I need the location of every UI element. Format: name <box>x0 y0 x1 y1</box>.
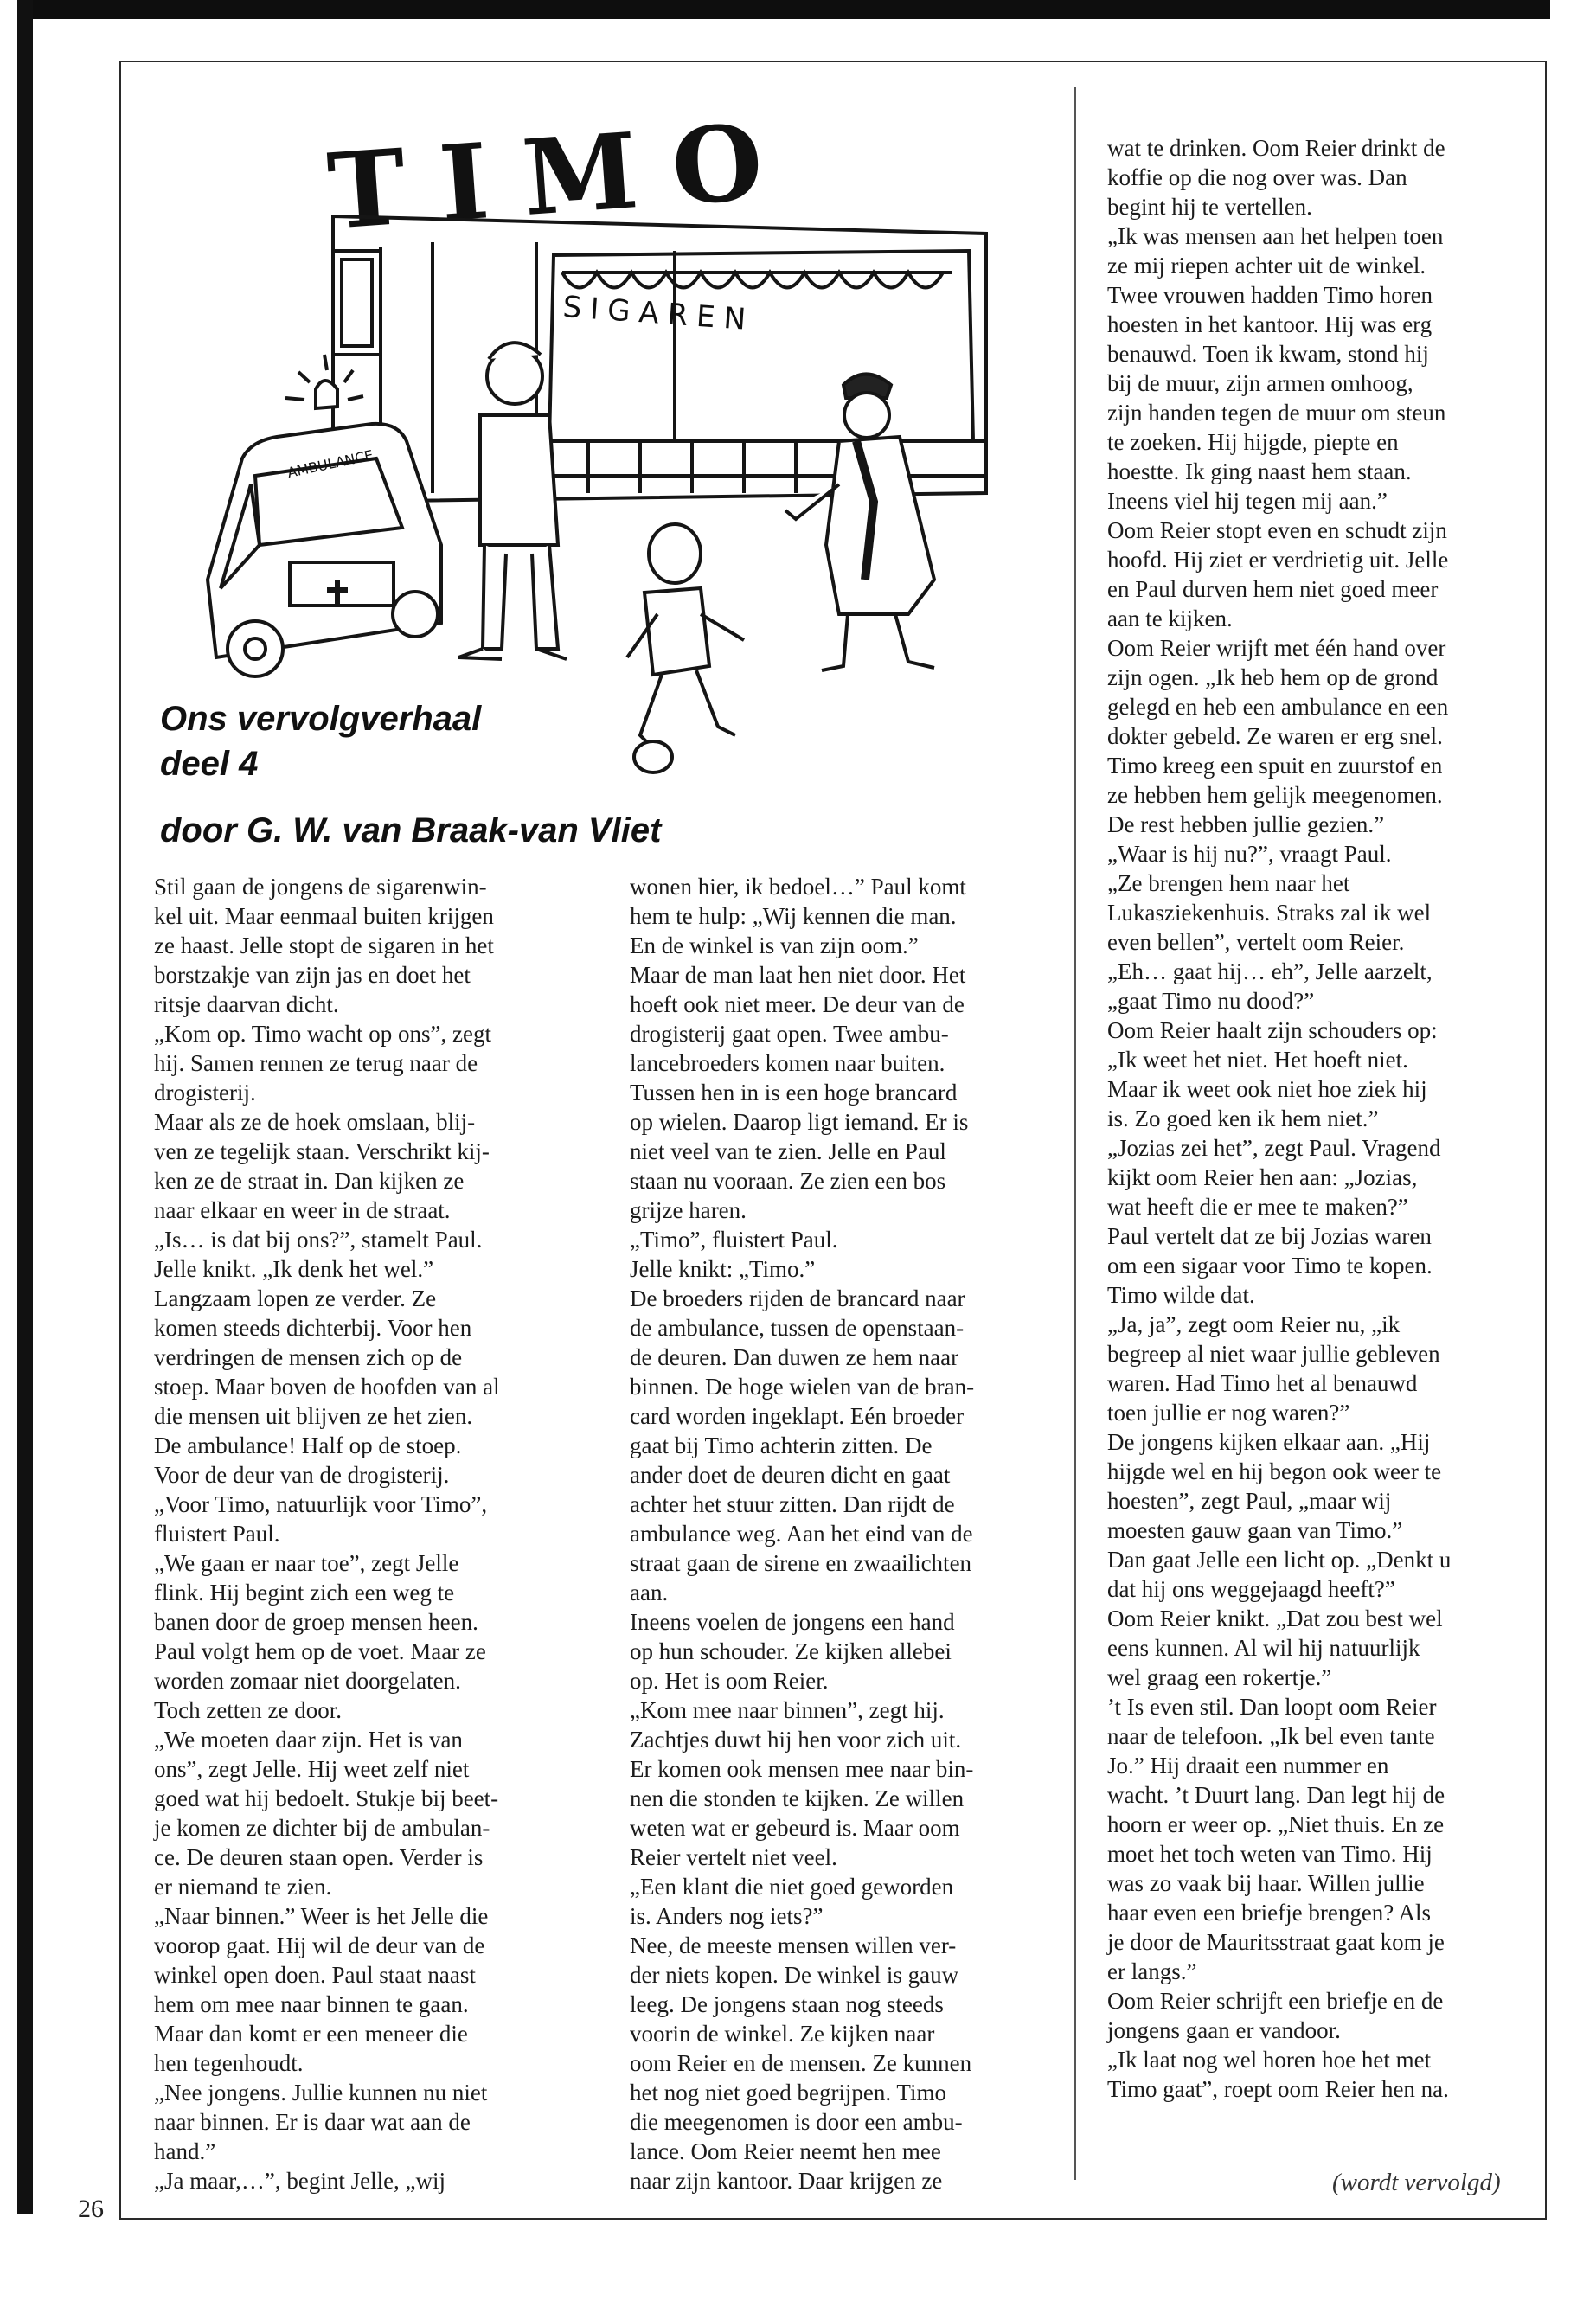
text-line: ’t Is even stil. Dan loopt oom Reier <box>1107 1694 1437 1720</box>
text-line: card worden ingeklapt. Eén broeder <box>630 1403 965 1429</box>
text-line: „Eh… gaat hij… eh”, Jelle aarzelt, <box>1107 958 1433 984</box>
text-line: „We moeten daar zijn. Het is van <box>154 1727 463 1753</box>
text-line: jongens gaan er vandoor. <box>1107 2017 1341 2043</box>
text-line: staan nu vooraan. Ze zien een bos <box>630 1168 946 1194</box>
text-line: oom Reier en de mensen. Ze kunnen <box>630 2050 972 2076</box>
text-line: Voor de deur van de drogisterij. <box>154 1462 450 1488</box>
text-line: nen die stonden te kijken. Ze willen <box>630 1785 965 1811</box>
text-line: fluistert Paul. <box>154 1521 280 1547</box>
text-line: je door de Mauritsstraat gaat kom je <box>1107 1929 1445 1955</box>
subtitle-line-1: Ons vervolgverhaal <box>160 700 482 738</box>
text-line: haar even een briefje brengen? Als <box>1107 1900 1432 1926</box>
text-line: hen tegenhoudt. <box>154 2050 304 2076</box>
text-line: de deuren. Dan duwen ze hem naar <box>630 1344 959 1370</box>
text-line: „Ik laat nog wel horen hoe het met <box>1107 2047 1432 2073</box>
text-line: ven ze tegelijk staan. Verschrikt kij- <box>154 1138 490 1164</box>
shop-sign: SIGAREN <box>561 289 756 338</box>
text-line: ze hebben hem gelijk meegenomen. <box>1107 782 1443 808</box>
text-line: ze haast. Jelle stopt de sigaren in het <box>154 933 494 958</box>
text-line: even bellen”, vertelt oom Reier. <box>1107 929 1405 955</box>
text-line: niet veel van te zien. Jelle en Paul <box>630 1138 946 1164</box>
text-line: moet het toch weten van Timo. Hij <box>1107 1841 1433 1867</box>
text-line: Er komen ook mensen mee naar bin- <box>630 1756 974 1782</box>
text-line: benauwd. Toen ik kwam, stond hij <box>1107 341 1429 367</box>
text-line: die meegenomen is door een ambu- <box>630 2109 963 2135</box>
boy-walking <box>627 524 744 772</box>
text-line: Jo.” Hij draait een nummer en <box>1107 1753 1389 1779</box>
author-byline: door G. W. van Braak-van Vliet <box>160 811 662 849</box>
text-line: koffie op die nog over was. Dan <box>1107 164 1407 190</box>
text-line: ritsje daarvan dicht. <box>154 991 339 1017</box>
text-line: ken ze de straat in. Dan kijken ze <box>154 1168 465 1194</box>
text-line: „Kom op. Timo wacht op ons”, zegt <box>154 1021 491 1047</box>
text-line: „Ik was mensen aan het helpen toen <box>1107 223 1444 249</box>
page-number: 26 <box>78 2195 104 2223</box>
text-line: En de winkel is van zijn oom.” <box>630 933 919 958</box>
text-line: bij de muur, zijn armen omhoog, <box>1107 370 1413 396</box>
text-line: Timo gaat”, roept oom Reier hen na. <box>1107 2076 1449 2102</box>
text-line: hem om mee naar binnen te gaan. <box>154 1991 469 2017</box>
text-line: ze mij riepen achter uit de winkel. <box>1107 253 1426 279</box>
text-line: binnen. De hoge wielen van de bran- <box>630 1374 975 1400</box>
text-line: „Ja, ja”, zegt oom Reier nu, „ik <box>1107 1311 1401 1337</box>
text-line: winkel open doen. Paul staat naast <box>154 1962 476 1988</box>
text-line: „Ze brengen hem naar het <box>1107 870 1350 896</box>
text-line: op. Het is oom Reier. <box>630 1668 829 1694</box>
text-line: aan te kijken. <box>1107 606 1233 631</box>
text-line: hij. Samen rennen ze terug naar de <box>154 1050 478 1076</box>
text-line: Langzaam lopen ze verder. Ze <box>154 1285 437 1311</box>
text-line: „Een klant die niet goed geworden <box>630 1874 954 1900</box>
text-line: worden zomaar niet doorgelaten. <box>154 1668 461 1694</box>
text-line: De rest hebben jullie gezien.” <box>1107 811 1385 837</box>
text-line: straat gaan de sirene en zwaailichten <box>630 1550 972 1576</box>
old-man <box>785 375 934 671</box>
text-line: Ineens viel hij tegen mij aan.” <box>1107 488 1388 514</box>
text-line: hoesten”, zegt Paul, „maar wij <box>1107 1488 1392 1514</box>
text-line: Timo kreeg een spuit en zuurstof en <box>1107 753 1443 779</box>
text-line: zijn ogen. „Ik heb hem op de grond <box>1107 664 1439 690</box>
text-line: gaat bij Timo achterin zitten. De <box>630 1433 933 1458</box>
text-line: lancebroeders komen naar buiten. <box>630 1050 945 1076</box>
top-scan-edge <box>17 0 1550 19</box>
text-line: ons”, zegt Jelle. Hij weet zelf niet <box>154 1756 470 1782</box>
text-line: Toch zetten ze door. <box>154 1697 343 1723</box>
text-line: voorin de winkel. Ze kijken naar <box>630 2021 935 2047</box>
text-line: „Is… is dat bij ons?”, stamelt Paul. <box>154 1227 483 1253</box>
text-line: grijze haren. <box>630 1197 747 1223</box>
text-line: „Voor Timo, natuurlijk voor Timo”, <box>154 1491 488 1517</box>
text-line: De jongens kijken elkaar aan. „Hij <box>1107 1429 1431 1455</box>
text-line: Nee, de meeste mensen willen ver- <box>630 1932 957 1958</box>
text-line: „Ik weet het niet. Het hoeft niet. <box>1107 1047 1408 1073</box>
text-line: dat hij ons weggejaagd heeft?” <box>1107 1576 1395 1602</box>
text-line: hoorn er weer op. „Niet thuis. En ze <box>1107 1811 1445 1837</box>
text-line: Oom Reier knikt. „Dat zou best wel <box>1107 1606 1443 1631</box>
text-line: kel uit. Maar eenmaal buiten krijgen <box>154 903 494 929</box>
text-line: „Timo”, fluistert Paul. <box>630 1227 838 1253</box>
text-line: Jelle knikt. „Ik denk het wel.” <box>154 1256 434 1282</box>
text-line: „gaat Timo nu dood?” <box>1107 988 1315 1014</box>
text-line: naar elkaar en weer in de straat. <box>154 1197 451 1223</box>
text-line: goed wat hij bedoelt. Stukje bij beet- <box>154 1785 499 1811</box>
text-line: flink. Hij begint zich een weg te <box>154 1580 455 1606</box>
text-line: was zo vaak bij haar. Willen jullie <box>1107 1870 1425 1896</box>
text-line: „Ja maar,…”, begint Jelle, „wij <box>154 2168 446 2194</box>
text-line: wonen hier, ik bedoel…” Paul komt <box>630 874 966 900</box>
text-column-2 <box>630 872 1062 2195</box>
story-illustration <box>156 95 1047 787</box>
text-line: der niets kopen. De winkel is gauw <box>630 1962 959 1988</box>
text-line: naar zijn kantoor. Daar krijgen ze <box>630 2168 943 2194</box>
text-line: Ineens voelen de jongens een hand <box>630 1609 955 1635</box>
text-line: ce. De deuren staan open. Verder is <box>154 1844 484 1870</box>
text-line: is. Anders nog iets?” <box>630 1903 824 1929</box>
text-line: begint hij te vertellen. <box>1107 194 1312 220</box>
text-line: dokter gebeld. Ze waren er erg snel. <box>1107 723 1443 749</box>
text-line: die mensen uit blijven ze het zien. <box>154 1403 473 1429</box>
text-line: wat te drinken. Oom Reier drinkt de <box>1107 135 1445 161</box>
text-line: hoofd. Hij ziet er verdrietig uit. Jelle <box>1107 547 1449 573</box>
text-line: op wielen. Daarop ligt iemand. Er is <box>630 1109 969 1135</box>
text-line: ambulance weg. Aan het eind van de <box>630 1521 973 1547</box>
text-line: „Jozias zei het”, zegt Paul. Vragend <box>1107 1135 1441 1161</box>
text-line: Dan gaat Jelle een licht op. „Denkt u <box>1107 1547 1452 1573</box>
text-column-3 <box>1107 133 1522 2104</box>
column-rule <box>1074 87 1076 2180</box>
text-line: gelegd en heb een ambulance en een <box>1107 694 1449 720</box>
text-line: drogisterij. <box>154 1080 256 1106</box>
text-line: Twee vrouwen hadden Timo horen <box>1107 282 1433 308</box>
story-title: TIMO <box>324 99 802 253</box>
text-line: banen door de groep mensen heen. <box>154 1609 478 1635</box>
text-line: waren. Had Timo het al benauwd <box>1107 1370 1418 1396</box>
text-line: is. Zo goed ken ik hem niet.” <box>1107 1106 1379 1131</box>
subtitle-line-2: deel 4 <box>160 745 259 783</box>
text-line: Zachtjes duwt hij hen voor zich uit. <box>630 1727 962 1753</box>
serial-heading <box>160 696 481 786</box>
ambulance-drawing <box>208 355 441 676</box>
text-line: naar de telefoon. „Ik bel even tante <box>1107 1723 1435 1749</box>
text-line: hand.” <box>154 2138 216 2164</box>
text-line: drogisterij gaat open. Twee ambu- <box>630 1021 949 1047</box>
text-line: ander doet de deuren dicht en gaat <box>630 1462 951 1488</box>
text-line: begreep al niet waar jullie gebleven <box>1107 1341 1440 1367</box>
text-line: Oom Reier haalt zijn schouders op: <box>1107 1017 1438 1043</box>
left-scan-edge <box>17 0 33 2214</box>
text-line: wat heeft die er mee te maken?” <box>1107 1194 1408 1220</box>
ambulance-label: AMBULANCE <box>285 446 375 482</box>
text-column-1 <box>154 872 586 2195</box>
text-line: naar binnen. Er is daar wat aan de <box>154 2109 471 2135</box>
text-line: er langs.” <box>1107 1958 1197 1984</box>
text-line: „Naar binnen.” Weer is het Jelle die <box>154 1903 489 1929</box>
text-line: eens kunnen. Al wil hij natuurlijk <box>1107 1635 1420 1661</box>
text-line: zijn handen tegen de muur om steun <box>1107 400 1446 426</box>
text-line: Oom Reier schrijft een briefje en de <box>1107 1988 1444 2014</box>
text-line: borstzakje van zijn jas en doet het <box>154 962 471 988</box>
text-line: Jelle knikt: „Timo.” <box>630 1256 816 1282</box>
text-line: er niemand te zien. <box>154 1874 332 1900</box>
illustration-svg <box>156 95 1047 787</box>
text-line: Maar als ze de hoek omslaan, blij- <box>154 1109 476 1135</box>
text-line: de ambulance, tussen de openstaan- <box>630 1315 965 1341</box>
text-line: Timo wilde dat. <box>1107 1282 1255 1308</box>
text-line: achter het stuur zitten. Dan rijdt de <box>630 1491 955 1517</box>
text-line: De ambulance! Half op de stoep. <box>154 1433 462 1458</box>
text-line: te zoeken. Hij hijgde, piepte en <box>1107 429 1399 455</box>
text-line: komen steeds dichterbij. Voor hen <box>154 1315 472 1341</box>
text-line: leeg. De jongens staan nog steeds <box>630 1991 944 2017</box>
text-line: lance. Oom Reier neemt hen mee <box>630 2138 941 2164</box>
text-line: en Paul durven hem niet goed meer <box>1107 576 1439 602</box>
text-line: stoep. Maar boven de hoofden van al <box>154 1374 500 1400</box>
text-line: Paul volgt hem op de voet. Maar ze <box>154 1638 486 1664</box>
text-line: Paul vertelt dat ze bij Jozias waren <box>1107 1223 1432 1249</box>
text-line: je komen ze dichter bij de ambulan- <box>154 1815 490 1841</box>
text-line: hoeft ook niet meer. De deur van de <box>630 991 965 1017</box>
text-line: Stil gaan de jongens de sigarenwin- <box>154 874 487 900</box>
text-line: hem te hulp: „Wij kennen die man. <box>630 903 957 929</box>
text-line: „Nee jongens. Jullie kunnen nu niet <box>154 2080 488 2106</box>
text-line: „Waar is hij nu?”, vraagt Paul. <box>1107 841 1392 867</box>
text-line: wacht. ’t Duurt lang. Dan legt hij de <box>1107 1782 1445 1808</box>
text-line: op hun schouder. Ze kijken allebei <box>630 1638 952 1664</box>
text-line: het nog niet goed begrijpen. Timo <box>630 2080 946 2106</box>
text-line: aan. <box>630 1580 669 1606</box>
text-line: Reier vertelt niet veel. <box>630 1844 837 1870</box>
text-line: Oom Reier wrijft met één hand over <box>1107 635 1446 661</box>
text-line: verdringen de mensen zich op de <box>154 1344 463 1370</box>
continued-note: (wordt vervolgd) <box>1332 2169 1501 2196</box>
text-line: kijkt oom Reier hen aan: „Jozias, <box>1107 1164 1418 1190</box>
text-line: moesten gauw gaan van Timo.” <box>1107 1517 1403 1543</box>
text-line: Oom Reier stopt even en schudt zijn <box>1107 517 1447 543</box>
text-line: „Kom mee naar binnen”, zegt hij. <box>630 1697 945 1723</box>
text-line: voorop gaat. Hij wil de deur van de <box>154 1932 485 1958</box>
text-line: weten wat er gebeurd is. Maar oom <box>630 1815 960 1841</box>
text-line: Maar de man laat hen niet door. Het <box>630 962 966 988</box>
text-line: „We gaan er naar toe”, zegt Jelle <box>154 1550 459 1576</box>
text-line: hoestte. Ik ging naast hem staan. <box>1107 458 1412 484</box>
text-line: toen jullie er nog waren?” <box>1107 1400 1350 1426</box>
text-line: wel graag een rokertje.” <box>1107 1664 1332 1690</box>
text-line: De broeders rijden de brancard naar <box>630 1285 965 1311</box>
text-line: Lukasziekenhuis. Straks zal ik wel <box>1107 900 1432 926</box>
text-line: hoesten in het kantoor. Hij was erg <box>1107 311 1433 337</box>
text-line: Maar dan komt er een meneer die <box>154 2021 468 2047</box>
text-line: om een sigaar voor Timo te kopen. <box>1107 1253 1433 1279</box>
text-line: Maar ik weet ook niet hoe ziek hij <box>1107 1076 1427 1102</box>
text-line: Tussen hen in is een hoge brancard <box>630 1080 958 1106</box>
text-line: hijgde wel en hij begon ook weer te <box>1107 1458 1442 1484</box>
